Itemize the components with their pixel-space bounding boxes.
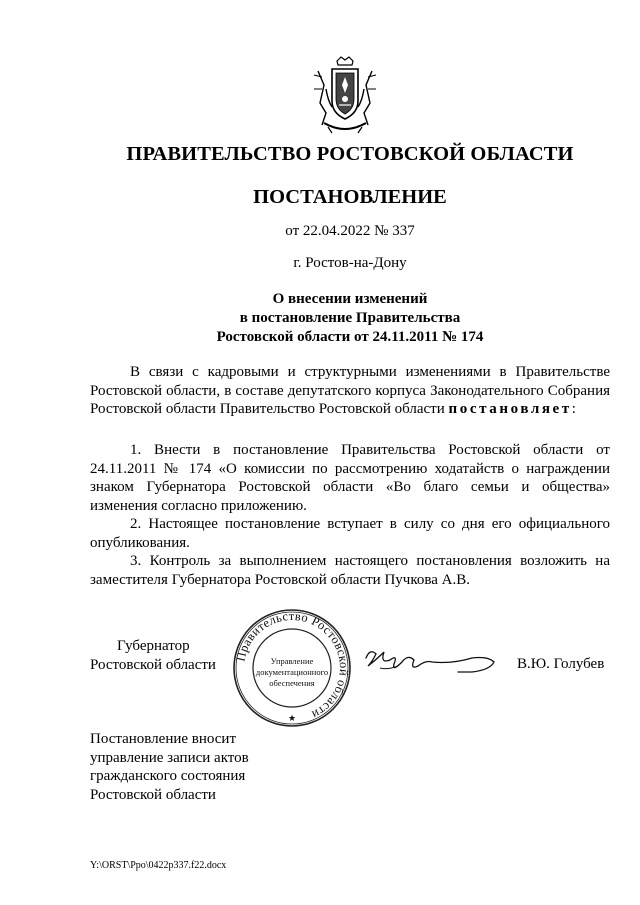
seal-inner-line: документационного xyxy=(255,667,329,677)
governor-title xyxy=(90,637,240,674)
decree-word: постановляет xyxy=(448,401,572,417)
signature-scribble xyxy=(362,640,502,680)
government-name: ПРАВИТЕЛЬСТВО РОСТОВСКОЙ ОБЛАСТИ xyxy=(126,143,574,165)
preamble-text: В связи с кадровыми и структурными изменениями в Правительстве Ростовской области, в составе депутатского корпуса Законодательного Собрания Ростовской области Правительство Ростовской области xyxy=(90,364,610,417)
submitter-note xyxy=(90,730,249,804)
document-subject xyxy=(0,290,640,347)
decree-colon: : xyxy=(571,401,576,417)
seal-inner-line: Управление xyxy=(270,656,314,666)
document-city: г. Ростов-на-Дону xyxy=(293,255,407,271)
subject-line: в постановление Правительства xyxy=(239,310,461,326)
governor-title-line: Ростовской области xyxy=(90,656,216,673)
coat-of-arms-icon xyxy=(310,55,380,137)
official-seal xyxy=(230,606,354,730)
decree-item: 1. Внести в постановление Правительства Ростовской области от 24.11.2011 № 174 «О комиссии по рассмотрению ходатайств о награждении знаком Губернатора Ростовской области «Во благо семьи и общества» изменения согласно приложению. xyxy=(90,442,610,514)
seal-ring-text: Правительство Ростовской области xyxy=(233,608,352,723)
governor-title-line: Губернатор xyxy=(117,638,190,654)
decree-item: 3. Контроль за выполнением настоящего постановления возложить на заместителя Губернатора Ростовской области Пучкова А.В. xyxy=(90,553,610,588)
decree-item: 2. Настоящее постановление вступает в силу со дня его официального опубликования. xyxy=(90,516,610,551)
subject-line: Ростовской области от 24.11.2011 № 174 xyxy=(216,329,484,345)
submitter-line: гражданского состояния xyxy=(90,768,246,784)
seal-inner-line: обеспечения xyxy=(269,678,315,688)
seal-star-icon: ★ xyxy=(287,713,297,723)
governor-name: В.Ю. Голубев xyxy=(517,656,605,672)
decree-items xyxy=(90,441,610,589)
preamble-paragraph xyxy=(90,363,610,419)
submitter-line: Постановление вносит xyxy=(90,731,237,747)
submitter-line: Ростовской области xyxy=(90,786,216,803)
submitter-line: управление записи актов xyxy=(90,749,249,766)
document-type: ПОСТАНОВЛЕНИЕ xyxy=(253,186,447,208)
file-path: Y:\ORST\Ppo\0422p337.f22.docx xyxy=(90,860,227,871)
subject-line: О внесении изменений xyxy=(272,291,428,307)
document-date-number: от 22.04.2022 № 337 xyxy=(285,223,415,239)
